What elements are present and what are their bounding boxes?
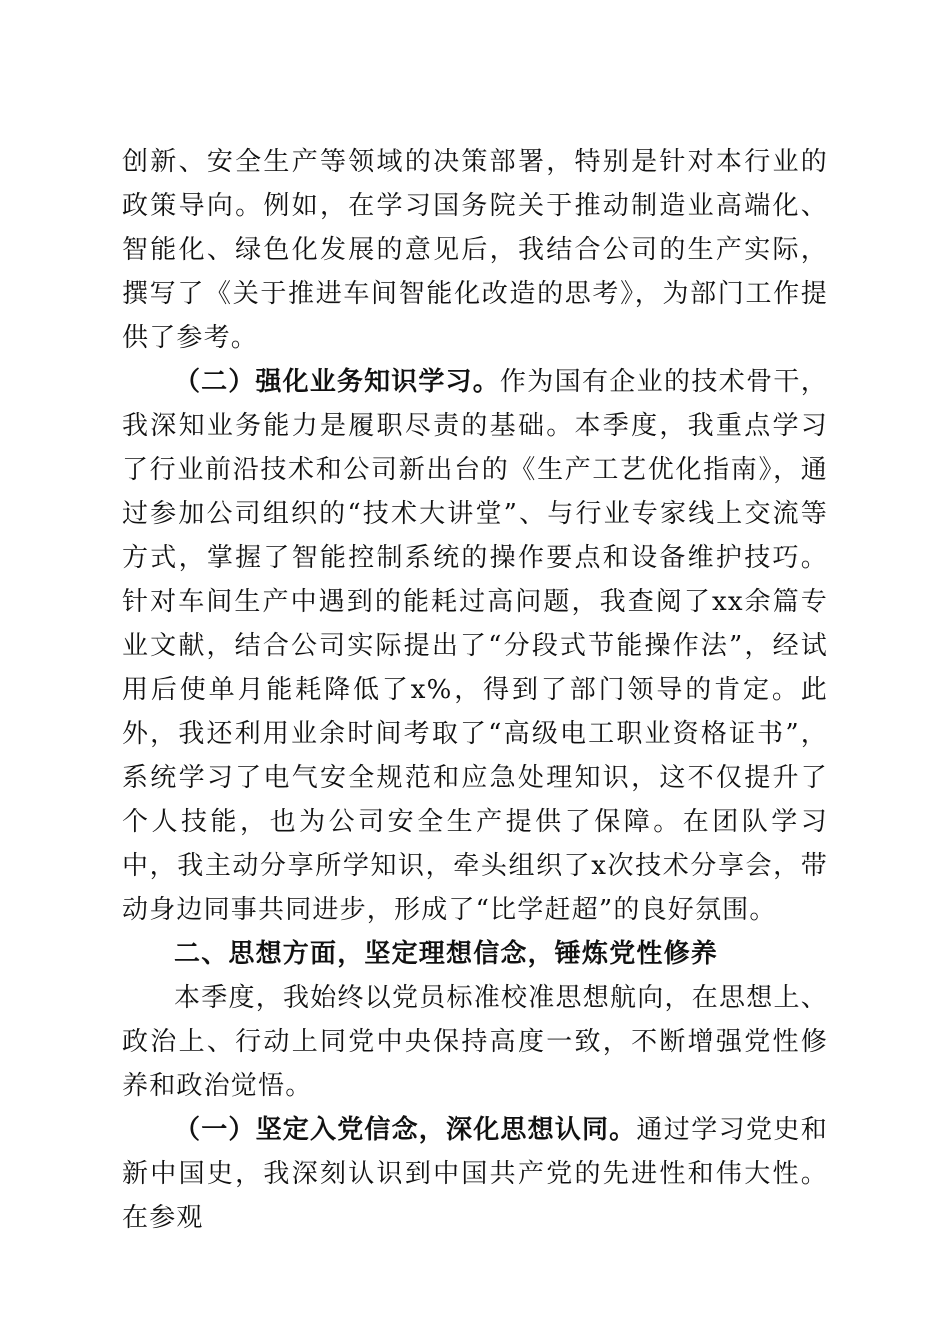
paragraph-lead-heading: （二）强化业务知识学习。 [174, 367, 500, 397]
section-heading: 二、思想方面，坚定理想信念，锤炼党性修养 [174, 939, 719, 969]
paragraph-text: 作为国有企业的技术骨干，我深知业务能力是履职尽责的基础。本季度，我重点学习了行业前沿技术和公司新出台的《生产工艺优化指南》，通过参加公司组织的“技术大讲堂”、与行业专家线上交流等方式，掌握了智能控制系统的操作要点和设备维护技巧。针对车间生产中遇到的能耗过高问题，我查阅了xx余篇专业文献，结合公司实际提出了“分段式节能操作法”，经试用后使单月能耗降低了x%，得到了部门领导的肯定。此外，我还利用业余时间考取了“高级电工职业资格证书”，系统学习了电气安全规范和应急处理知识，这不仅提升了个人技能，也为公司安全生产提供了保障。在团队学习中，我主动分享所学知识，牵头组织了x次技术分享会，带动身边同事共同进步，形成了“比学赶超”的良好氛围。 [122, 367, 828, 925]
document-body [122, 140, 828, 1240]
paragraph-text: 通过学习党史和新中国史，我深刻认识到中国共产党的先进性和伟大性。在参观 [122, 1115, 828, 1233]
paragraph-continuation [122, 140, 828, 360]
section-intro-paragraph [122, 976, 828, 1108]
paragraph-business-study [122, 360, 828, 932]
paragraph-party-belief [122, 1108, 828, 1240]
paragraph-lead-heading: （一）坚定入党信念，深化思想认同。 [174, 1115, 637, 1145]
paragraph-text: 创新、安全生产等领域的决策部署，特别是针对本行业的政策导向。例如，在学习国务院关于推动制造业高端化、智能化、绿色化发展的意见后，我结合公司的生产实际，撰写了《关于推进车间智能化改造的思考》，为部门工作提供了参考。 [122, 147, 828, 353]
paragraph-text: 本季度，我始终以党员标准校准思想航向，在思想上、政治上、行动上同党中央保持高度一致，不断增强党性修养和政治觉悟。 [122, 983, 828, 1101]
